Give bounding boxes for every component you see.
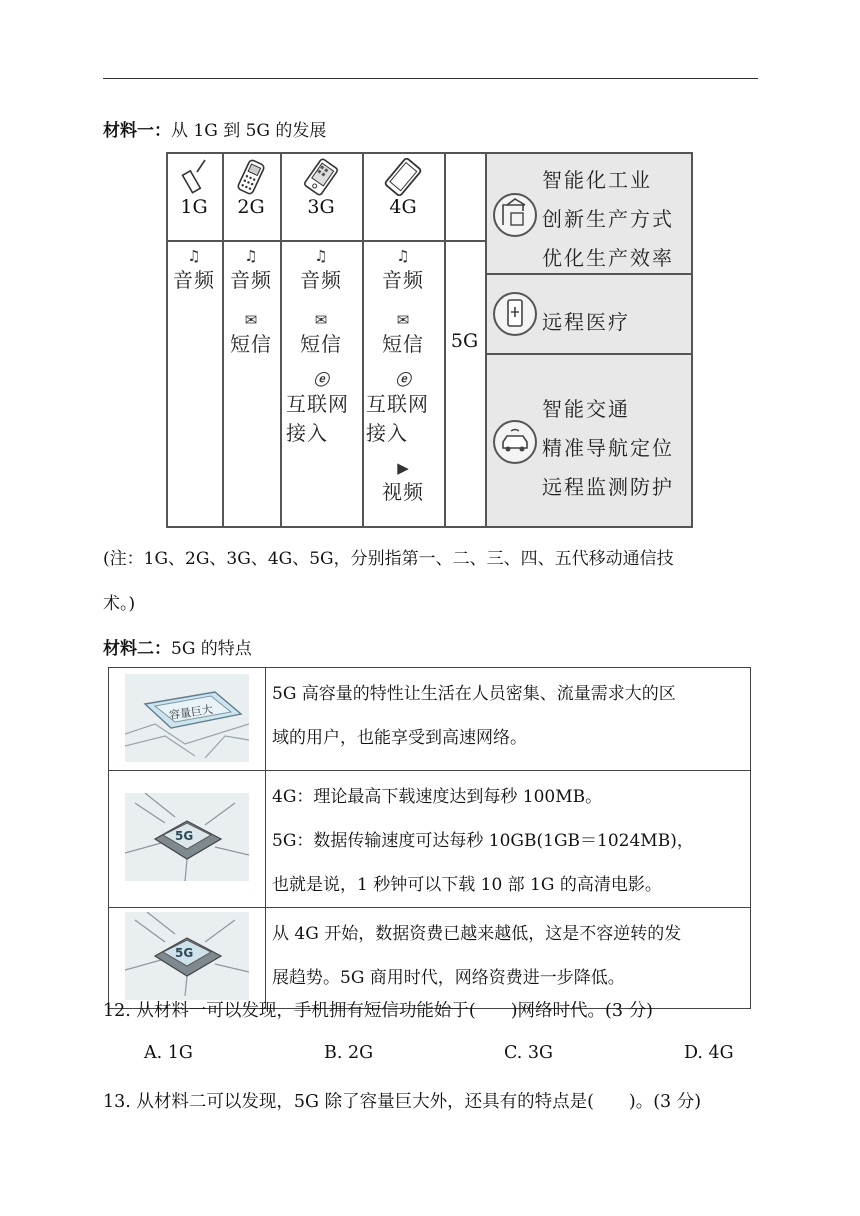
music-note-icon: ♫ bbox=[396, 247, 410, 265]
features-table bbox=[108, 667, 751, 1009]
material2-label: 材料二： bbox=[103, 639, 171, 659]
row1-line1: 5G 高容量的特性让生活在人员密集、流量需求大的区 bbox=[272, 684, 676, 704]
5g-chip-text-2: 5G bbox=[175, 946, 194, 960]
material2-heading bbox=[103, 634, 252, 659]
svc-1g-audio: ♫ 音频 bbox=[166, 248, 222, 293]
capacity-chip-text: 容量巨大 bbox=[168, 702, 214, 722]
smart-car-icon bbox=[493, 420, 537, 464]
touchscreen-phone-icon bbox=[383, 158, 423, 196]
crane-icon bbox=[493, 193, 537, 237]
svc-4g-audio: ♫ 音频 bbox=[362, 248, 444, 293]
gen-5g-label: 5G bbox=[450, 330, 479, 352]
header-rule bbox=[103, 78, 758, 79]
envelope-icon: ✉ bbox=[396, 311, 410, 329]
q12-option-d[interactable]: D. 4G bbox=[684, 1043, 734, 1063]
row2-line2: 5G：数据传输速度可达每秒 10GB(1GB＝1024MB)， bbox=[272, 831, 694, 851]
browser-e-icon: ⓔ bbox=[395, 371, 411, 389]
gen-2g-label: 2G bbox=[237, 196, 265, 218]
row2-line3: 也就是说，1 秒钟可以下载 10 部 1G 的高清电影。 bbox=[272, 875, 662, 895]
material1-heading bbox=[103, 116, 326, 141]
svc-2g-sms: ✉ 短信 bbox=[222, 312, 280, 357]
row3-line1: 从 4G 开始，数据资费已越来越低，这是不容逆转的发 bbox=[272, 924, 682, 944]
question-12: 12. 从材料一可以发现，手机拥有短信功能始于( )网络时代。(3 分) bbox=[103, 1001, 653, 1021]
svc-4g-sms: ✉ 短信 bbox=[362, 312, 444, 357]
table-row bbox=[109, 668, 751, 771]
medical-line-1: 远程医疗 bbox=[542, 310, 630, 334]
transport-line-1: 智能交通 bbox=[542, 397, 630, 421]
gen-4g bbox=[362, 158, 444, 218]
q12-option-b[interactable]: B. 2G bbox=[324, 1043, 374, 1063]
row2-line1: 4G：理论最高下载速度达到每秒 100MB。 bbox=[272, 787, 603, 807]
music-note-icon: ♫ bbox=[314, 247, 328, 265]
transport-line-2: 精准导航定位 bbox=[542, 436, 674, 460]
transport-line-3: 远程监测防护 bbox=[542, 475, 674, 499]
gen-3g-label: 3G bbox=[307, 196, 335, 218]
row3-line2: 展趋势。5G 商用时代，网络资费进一步降低。 bbox=[272, 968, 625, 988]
table-row bbox=[109, 771, 751, 908]
generations-figure bbox=[166, 152, 693, 528]
smartphone-icon bbox=[301, 158, 341, 196]
note-line-2: 术。) bbox=[103, 594, 136, 614]
brick-phone-icon bbox=[181, 158, 207, 196]
play-icon: ▶ bbox=[397, 459, 409, 477]
svc-3g-sms: ✉ 短信 bbox=[280, 312, 362, 357]
envelope-icon: ✉ bbox=[314, 311, 328, 329]
industry-line-1: 智能化工业 bbox=[542, 168, 652, 192]
material1-title: 从 1G 到 5G 的发展 bbox=[171, 121, 327, 141]
envelope-icon: ✉ bbox=[244, 311, 258, 329]
table-row bbox=[109, 908, 751, 1009]
svc-2g-audio: ♫ 音频 bbox=[222, 248, 280, 293]
5g-chip-image bbox=[125, 793, 249, 881]
question-13: 13. 从材料二可以发现，5G 除了容量巨大外，还具有的特点是( )。(3 分) bbox=[103, 1092, 702, 1112]
svc-4g-internet: ⓔ 互联网 接入 bbox=[362, 372, 444, 446]
q12-option-c[interactable]: C. 3G bbox=[504, 1043, 554, 1063]
gen-1g-label: 1G bbox=[180, 196, 208, 218]
gen-4g-label: 4G bbox=[389, 196, 417, 218]
5g-chip-image-2 bbox=[125, 912, 249, 1000]
gen-3g bbox=[280, 158, 362, 218]
music-note-icon: ♫ bbox=[244, 247, 258, 265]
svc-4g-video: ▶ 视频 bbox=[362, 460, 444, 505]
capacity-chip-image bbox=[125, 674, 249, 762]
industry-line-2: 创新生产方式 bbox=[542, 207, 674, 231]
industry-line-3: 优化生产效率 bbox=[542, 246, 674, 270]
svc-3g-internet: ⓔ 互联网 接入 bbox=[280, 372, 362, 446]
material1-label: 材料一： bbox=[103, 121, 171, 141]
music-note-icon: ♫ bbox=[187, 247, 201, 265]
5g-chip-text: 5G bbox=[175, 829, 194, 843]
note-line-1: (注：1G、2G、3G、4G、5G，分别指第一、二、三、四、五代移动通信技 bbox=[103, 549, 674, 569]
browser-e-icon: ⓔ bbox=[313, 371, 329, 389]
phone-medical-icon bbox=[493, 292, 537, 336]
svc-3g-audio: ♫ 音频 bbox=[280, 248, 362, 293]
q12-option-a[interactable]: A. 1G bbox=[144, 1043, 193, 1063]
material2-title: 5G 的特点 bbox=[171, 639, 252, 659]
row1-line2: 域的用户，也能享受到高速网络。 bbox=[272, 728, 527, 748]
gen-2g bbox=[222, 158, 280, 218]
feature-phone-icon bbox=[234, 158, 268, 196]
gen-1g bbox=[166, 158, 222, 218]
